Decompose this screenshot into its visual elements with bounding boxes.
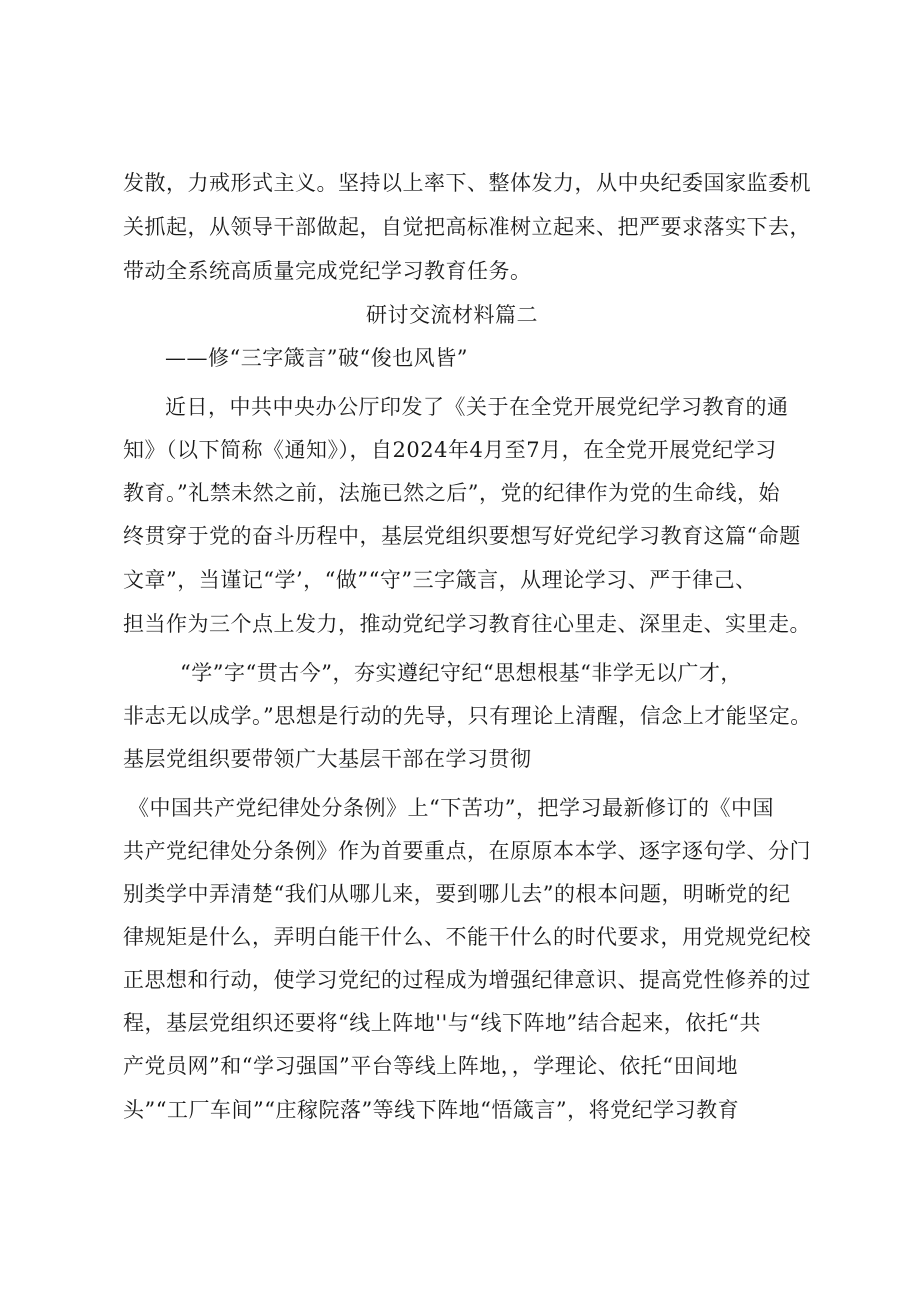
paragraph-line: 知》（以下简称《通知》），自2024年4月至7月，在全党开展党纪学习 — [123, 438, 777, 462]
paragraph-line: 文章”，当谨记“学’，“做”“守”三字箴言，从理论学习、严于律己、 — [123, 568, 757, 592]
text-line: 带动全系统高质量完成党纪学习教育任务。 — [123, 259, 532, 283]
paragraph-line: 正思想和行动，使学习党纪的过程成为增强纪律意识、提高党性修养的过 — [123, 968, 811, 992]
paragraph-line: 终贯穿于党的奋斗历程中，基层党组织要想写好党纪学习教育这篇“命题 — [123, 524, 801, 548]
paragraph-line: 基层党组织要带领广大基层干部在学习贯彻 — [123, 747, 532, 771]
section-subtitle: ——修“三字箴言”破“俊也风皆” — [165, 346, 468, 370]
paragraph-line: 头”“工厂车间”“庄稼院落”等线下阵地“悟箴言”，将党纪学习教育 — [123, 1098, 740, 1122]
paragraph-line: 程，基层党组织还要将“线上阵地''与“线下阵地”结合起来，依托“共 — [123, 1011, 761, 1035]
paragraph-line: 律规矩是什么，弄明白能干什么、不能干什么的时代要求，用党规党纪校 — [123, 925, 811, 949]
paragraph-line: 别类学中弄清楚“我们从哪儿来，要到哪儿去”的根本问题，明晰党的纪 — [123, 882, 791, 906]
paragraph-line: 担当作为三个点上发力，推动党纪学习教育往心里走、深里走、实里走。 — [123, 612, 811, 636]
paragraph-line: 近日，中共中央办公厅印发了《关于在全党开展党纪学习教育的通 — [165, 395, 789, 419]
text-line: 发散，力戒形式主义。坚持以上率下、整体发力，从中央纪委国家监委机 — [123, 171, 811, 195]
paragraph-line: 共产党纪律处分条例》作为首要重点，在原原本本学、逐字逐句学、分门 — [123, 839, 811, 863]
section-title: 研讨交流材料篇二 — [366, 303, 538, 327]
paragraph-line: 《中国共产党纪律处分条例》上“下苦功”，把学习最新修订的《中国 — [128, 796, 774, 820]
paragraph-line: 教育。”礼禁未然之前，法施已然之后”，党的纪律作为党的生命线，始 — [123, 481, 780, 505]
text-line: 关抓起，从领导干部做起，自觉把高标准树立起来、把严要求落实下去， — [123, 215, 811, 239]
paragraph-line: 非志无以成学。”思想是行动的先导，只有理论上清醒，信念上才能坚定。 — [123, 704, 812, 728]
paragraph-line: 产党员网”和“学习强国”平台等线上阵地，，学理论、依托“田间地 — [123, 1054, 738, 1078]
paragraph-line: “学”字“贯古今”，夯实遵纪守纪“思想根基“非学无以广才， — [180, 661, 742, 685]
